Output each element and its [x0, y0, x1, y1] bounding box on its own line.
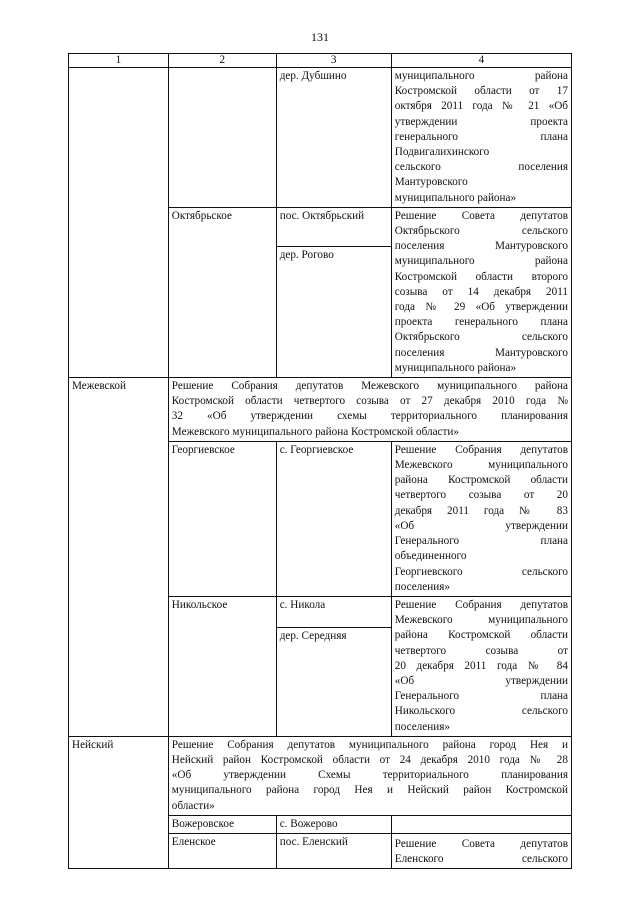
decision-line: утверждении проекта [394, 115, 568, 128]
decision-line: четвертого созыва от 20 [394, 489, 568, 502]
decision-line: Генерального плана [394, 535, 568, 548]
decision-line: Никольского сельского [394, 705, 568, 718]
decision-line: района Костромской области [394, 474, 568, 487]
decision-line: Мантуровского [394, 176, 468, 189]
decision-cell [391, 815, 571, 833]
scheme-line: Межевского муниципального района Костромской области» [171, 425, 459, 438]
decision-line: «Об утверждении [394, 674, 568, 687]
decision-line: генерального плана [394, 130, 568, 143]
decision-cell [391, 68, 571, 208]
decision-line: Межевского муниципального [394, 614, 568, 627]
settlement-table [68, 53, 572, 869]
decision-line: Подвигалихинского [394, 146, 490, 159]
decision-line: Решение Собрания депутатов [394, 598, 568, 611]
column-header-3: 3 [276, 54, 391, 68]
decision-line: муниципального района [394, 255, 568, 268]
decision-line: Решение Совета депутатов [394, 837, 568, 850]
table-row [69, 68, 572, 208]
decision-line: Октябрьского сельского [394, 331, 568, 344]
rural-settlement-cell: Георгиевское [168, 441, 276, 596]
locality-cell: дер. Рогово [276, 247, 391, 378]
decision-line: поселения Мантуровского [394, 346, 568, 359]
rural-settlement-cell: Еленское [168, 833, 276, 868]
page-number: 131 [311, 30, 329, 44]
header-row [69, 54, 572, 68]
decision-line: Межевского муниципального [394, 459, 568, 472]
column-header-4: 4 [391, 54, 571, 68]
decision-line: Еленского сельского [394, 853, 568, 866]
decision-line: Решение Собрания депутатов [394, 443, 568, 456]
rural-settlement-cell [168, 68, 276, 208]
scheme-line: Решение Собрания депутатов муниципального района город Нея и [171, 738, 568, 751]
locality-cell: дер. Дубшино [276, 68, 391, 208]
decision-line: созыва от 14 декабря 2011 [394, 285, 568, 298]
decision-line: декабря 2011 года № 83 [394, 504, 568, 517]
decision-line: Октябрьского сельского [394, 225, 568, 238]
decision-line: района Костромской области [394, 629, 568, 642]
table-row [69, 378, 572, 442]
rural-settlement-cell: Вожеровское [168, 815, 276, 833]
decision-line: «Об утверждении [394, 519, 568, 532]
decision-line: объединенного [394, 550, 467, 563]
decision-line: Костромской области второго [394, 270, 568, 283]
territorial-scheme-cell [168, 378, 571, 442]
scheme-line: области» [171, 799, 215, 812]
decision-line: проекта генерального плана [394, 316, 568, 329]
district-cell-mezhevskoy-spacer [69, 68, 169, 378]
district-cell: Межевской [69, 378, 169, 737]
decision-line: года № 29 «Об утверждении [394, 301, 568, 314]
locality-cell: с. Никола [276, 596, 391, 627]
decision-line: муниципального района» [394, 361, 517, 374]
decision-line: муниципального района [394, 70, 568, 82]
scheme-line: Нейский район Костромской области от 24 декабря 2010 года № 28 [171, 753, 568, 766]
decision-line: сельского поселения [394, 161, 568, 174]
decision-line: Георгиевского сельского [394, 565, 568, 578]
locality-cell: с. Георгиевское [276, 441, 391, 596]
decision-line: Решение Совета депутатов [394, 209, 568, 222]
scheme-line: Решение Собрания депутатов Межевского муниципального района [171, 380, 568, 393]
decision-line: поселения» [394, 720, 450, 733]
decision-cell [391, 207, 571, 377]
scheme-line: муниципального района город Нея и Нейский район Костромской [171, 784, 568, 797]
column-header-2: 2 [168, 54, 276, 68]
decision-line: Генерального плана [394, 690, 568, 703]
decision-line: поселения Мантуровского [394, 240, 568, 253]
decision-line: Костромской области от 17 [394, 85, 568, 98]
scheme-line: «Об утверждении Схемы территориального планирования [171, 769, 568, 782]
scheme-line: Костромской области четвертого созыва от 27 декабря 2010 года № [171, 395, 568, 408]
decision-line: поселения» [394, 580, 450, 593]
decision-cell [391, 833, 571, 868]
locality-cell: пос. Еленский [276, 833, 391, 868]
scheme-line: 32 «Об утверждении схемы территориального планирования [171, 410, 568, 423]
decision-line: четвертого созыва от [394, 644, 568, 657]
rural-settlement-cell: Никольское [168, 596, 276, 736]
decision-cell [391, 441, 571, 596]
table-row [69, 736, 572, 815]
district-cell: Нейский [69, 736, 169, 869]
locality-cell: пос. Октябрьский [276, 207, 391, 246]
decision-cell [391, 596, 571, 736]
decision-line: муниципального района» [394, 191, 517, 204]
locality-cell: дер. Середняя [276, 627, 391, 736]
locality-cell: с. Вожерово [276, 815, 391, 833]
territorial-scheme-cell [168, 736, 571, 815]
column-header-1: 1 [69, 54, 169, 68]
rural-settlement-cell: Октябрьское [168, 207, 276, 377]
decision-line: октября 2011 года № 21 «Об [394, 100, 568, 113]
decision-line: 20 декабря 2011 года № 84 [394, 659, 568, 672]
